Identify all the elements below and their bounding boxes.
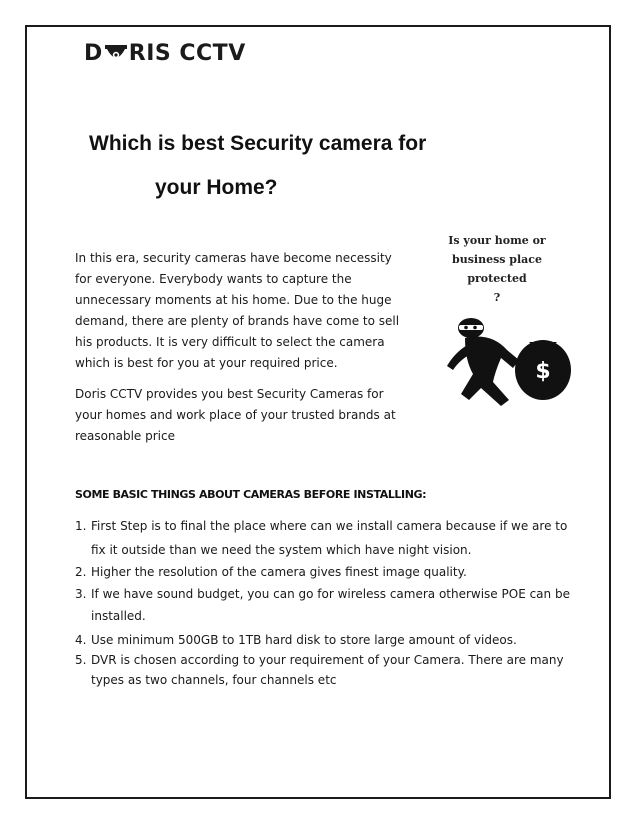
list-item <box>75 630 575 650</box>
list-text: types as two channels, four channels etc <box>91 673 337 687</box>
list-number: 5. <box>75 653 87 667</box>
intro-paragraph <box>75 248 400 374</box>
promo-line: your homes and work place of your trusted brands at <box>75 408 396 422</box>
page-title-line-2: your Home? <box>155 176 278 199</box>
list-item <box>75 562 575 582</box>
list-item <box>75 584 575 626</box>
list-number: 4. <box>75 633 87 647</box>
list-text: installed. <box>91 609 146 623</box>
page-title-line-1: Which is best Security camera for <box>89 132 427 155</box>
section-heading: SOME BASIC THINGS ABOUT CAMERAS BEFORE INSTALLING: <box>75 488 427 501</box>
list-text: If we have sound budget, you can go for wireless camera otherwise POE can be <box>91 587 570 601</box>
intro-line: unnecessary moments at his home. Due to the huge <box>75 293 392 307</box>
list-number: 1. <box>75 519 87 533</box>
logo-text-rest: RIS CCTV <box>128 40 246 66</box>
money-bag-dollar: $ <box>535 359 551 384</box>
caption-line: Is your home or <box>448 234 546 247</box>
list-text: fix it outside than we need the system which have night vision. <box>91 543 472 557</box>
intro-line: for everyone. Everybody wants to capture the <box>75 272 352 286</box>
list-text: DVR is chosen according to your requirement of your Camera. There are many <box>91 653 564 667</box>
promo-paragraph <box>75 384 395 447</box>
intro-line: In this era, security cameras have become necessity <box>75 251 392 265</box>
list-text: Use minimum 500GB to 1TB hard disk to store large amount of videos. <box>91 633 517 647</box>
side-graphic-caption <box>427 231 567 307</box>
promo-line: Doris CCTV provides you best Security Cameras for <box>75 387 384 401</box>
burglar-with-money-bag-icon <box>435 308 575 408</box>
caption-line: protected <box>467 272 527 285</box>
dome-camera-icon <box>104 42 128 64</box>
intro-line: demand, there are plenty of brands have come to sell <box>75 314 400 328</box>
intro-line: his products. It is very difficult to select the camera <box>75 335 385 349</box>
list-text: Higher the resolution of the camera gives finest image quality. <box>91 565 467 579</box>
caption-line: ? <box>493 291 501 304</box>
logo-text-d: D <box>84 40 103 66</box>
doris-cctv-logo <box>84 40 246 66</box>
caption-line: business place <box>452 253 542 266</box>
list-number: 2. <box>75 565 87 579</box>
list-item <box>75 516 575 560</box>
list-text: First Step is to final the place where can we install camera because if we are to <box>91 519 568 533</box>
intro-line: which is best for you at your required price. <box>75 356 338 370</box>
promo-line: reasonable price <box>75 429 175 443</box>
document-page <box>25 25 611 799</box>
list-number: 3. <box>75 587 87 601</box>
tips-list-part-1 <box>75 516 575 626</box>
list-item <box>75 650 575 690</box>
tips-list-part-2 <box>75 630 575 690</box>
